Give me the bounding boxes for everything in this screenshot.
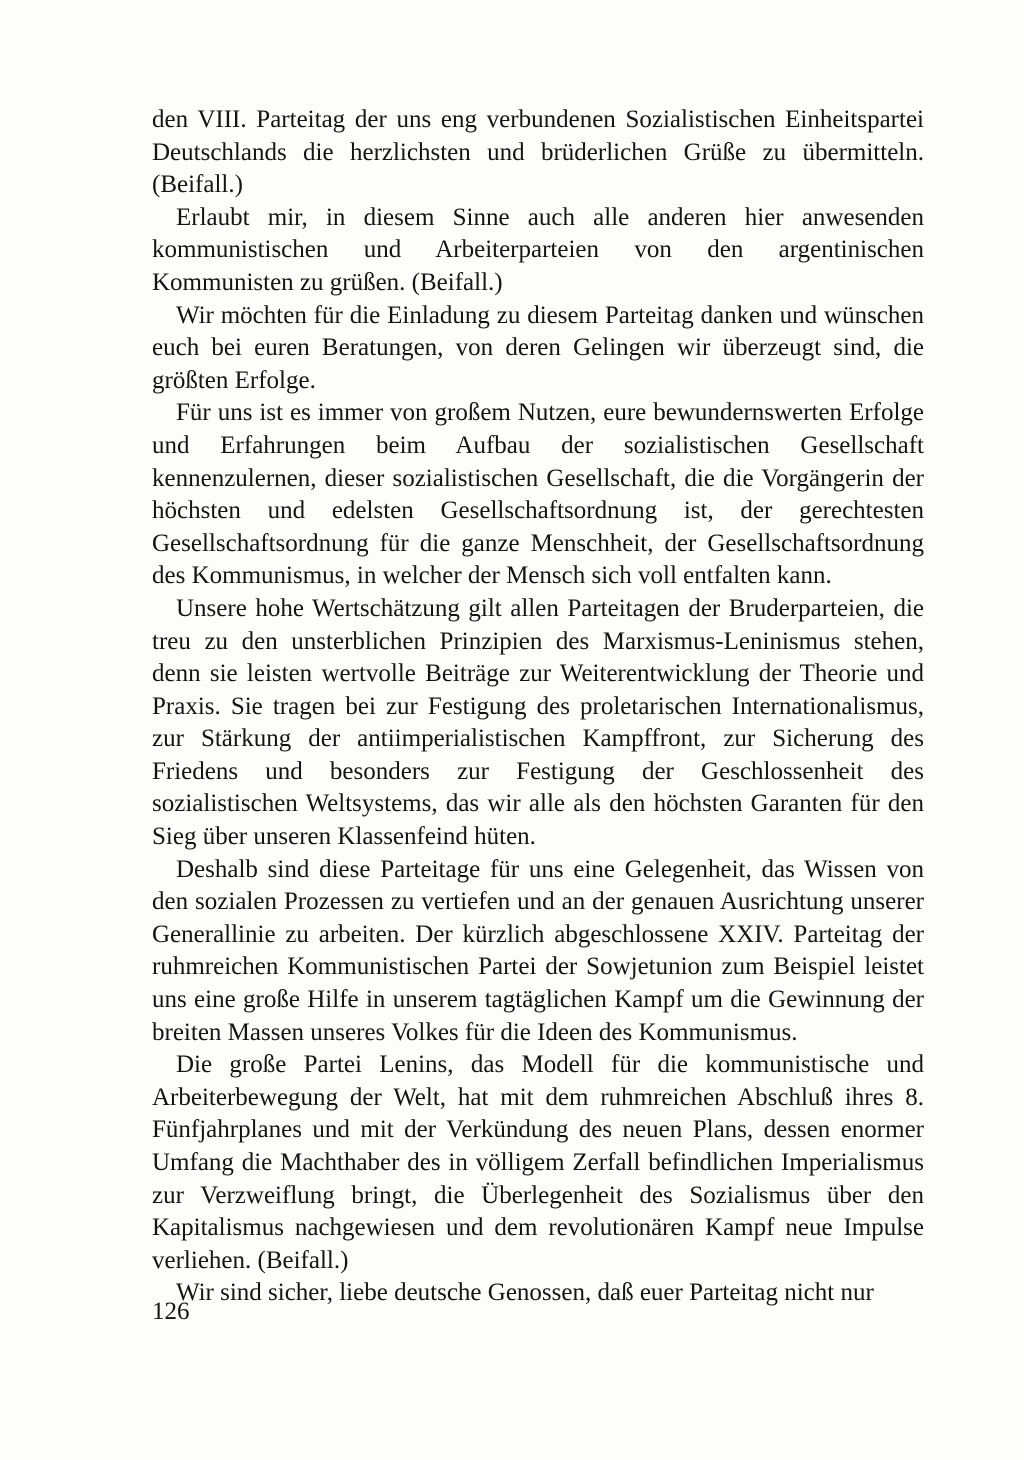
paragraph-1: den VIII. Parteitag der uns eng verbundenen Sozialistischen Einheitspartei Deutschlands die herzlichsten und brüderlichen Grüße zu übermitteln. (Beifall.) bbox=[152, 106, 924, 199]
paragraph-8: Wir sind sicher, liebe deutsche Genossen, daß euer Parteitag nicht nur bbox=[176, 1279, 874, 1307]
body-text bbox=[152, 104, 924, 1310]
paragraph-2: Erlaubt mir, in diesem Sinne auch alle anderen hier anwesenden kommunistischen und Arbeiterparteien von den argentinischen Kommunisten zu grüßen. (Beifall.) bbox=[152, 203, 924, 296]
paragraph-4: Für uns ist es immer von großem Nutzen, eure bewundernswerten Erfolge und Erfahrungen beim Aufbau der sozialistischen Gesellschaft kennenzulernen, dieser sozialistischen Gesellschaft, die die Vorgängerin der höchsten und edelsten Gesellschaftsordnung ist, der gerechtesten Gesellschaftsordnung für die ganze Menschheit, der Gesellschaftsordnung des Kommunismus, in welcher der Mensch sich voll entfalten kann. bbox=[152, 399, 924, 590]
page-number: 126 bbox=[152, 1298, 190, 1325]
paragraph-5: Unsere hohe Wertschätzung gilt allen Parteitagen der Bruderparteien, die treu zu den unsterblichen Prinzipien des Marxismus-Leninismus stehen, denn sie leisten wertvolle Beiträge zur Weiterentwicklung der Theorie und Praxis. Sie tragen bei zur Festigung des proletarischen Internationalismus, zur Stärkung der antiimperialistischen Kampffront, zur Sicherung des Friedens und besonders zur Festigung der Geschlossenheit des sozialistischen Weltsystems, das wir alle als den höchsten Garanten für den Sieg über unseren Klassenfeind hüten. bbox=[152, 594, 924, 851]
paragraph-6: Deshalb sind diese Parteitage für uns eine Gelegenheit, das Wissen von den sozialen Prozessen zu vertiefen und an der genauen Ausrichtung unserer Generallinie zu arbeiten. Der kürzlich abgeschlossene XXIV. Parteitag der ruhmreichen Kommunistischen Partei der Sowjetunion zum Beispiel leistet uns eine große Hilfe in unserem tagtäglichen Kampf um die Gewinnung der breiten Massen unseres Volkes für die Ideen des Kommunismus. bbox=[152, 855, 924, 1046]
paragraph-3: Wir möchten für die Einladung zu diesem Parteitag danken und wünschen euch bei euren Beratungen, von deren Gelingen wir überzeugt sind, die größten Erfolge. bbox=[152, 301, 924, 394]
paragraph-7: Die große Partei Lenins, das Modell für die kommunistische und Arbeiterbewegung der Welt, hat mit dem ruhmreichen Abschluß ihres 8. Fünfjahrplanes und mit der Verkündung des neuen Plans, dessen enormer Umfang die Machthaber des in völligem Zerfall befindlichen Imperialismus zur Verzweiflung bringt, die Überlegenheit des Sozialismus über den Kapitalismus nachgewiesen und dem revolutionären Kampf neue Impulse verliehen. (Beifall.) bbox=[152, 1051, 924, 1274]
